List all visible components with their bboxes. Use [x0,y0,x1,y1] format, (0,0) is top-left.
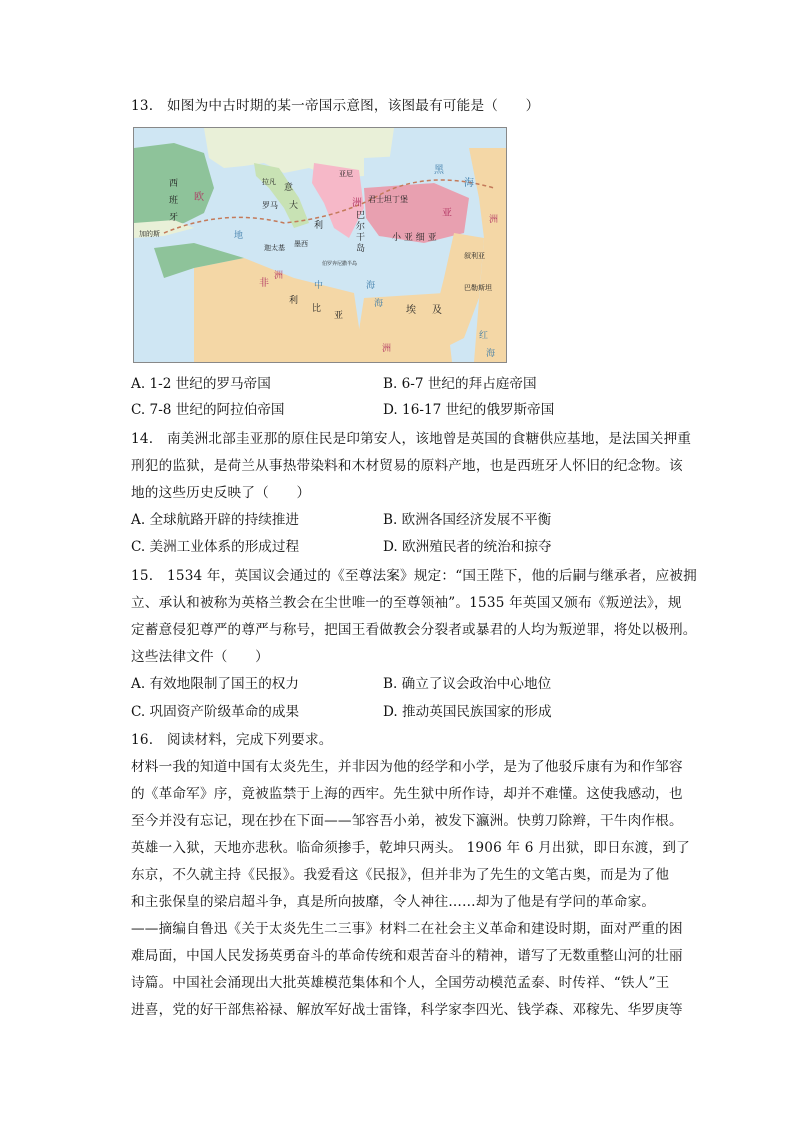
q14-line-2: 刑犯的监狱，是荷兰从事热带染料和木材贸易的原料产地，也是西班牙人怀旧的纪念物。该 [131,458,683,474]
q13-stem: 13. 如图为中古时期的某一帝国示意图，该图最有可能是（ ） [131,98,540,114]
map-label-li2: 利 [289,296,299,306]
map-label-yani: 亚尼 [339,170,353,178]
q16-line-8: ——摘编自鲁迅《关于太炎先生二三事》材料二在社会主义革命和建设时期，面对严重的困 [131,921,683,937]
q15-option-a[interactable]: A. 有效地限制了国王的权力 [131,676,299,692]
map-label-hong: 红 [479,331,489,341]
map-label-dayi: 大 [289,201,299,211]
q14-line-1: 14. 南美洲北部圭亚那的原住民是印第安人，该地曾是英国的食糖供应基地，是法国关押重 [131,431,692,447]
map-label-lafen: 拉凡 [262,178,276,186]
q15-line-2: 立、承认和被称为英格兰教会在尘世唯一的至尊领袖”。1535 年英国又颁布《叛逆法》，规 [131,595,682,611]
map-label-hai: 海 [486,349,496,359]
map-label-ji: 及 [432,305,442,316]
map-label-ya3: 亚 [334,311,344,321]
q15-line-3: 定蓄意侵犯尊严的尊严与称号，把国王看做教会分裂者或暴君的人均为叛逆罪，将处以极刑。 [131,622,697,638]
map-label-hai4: 海 [374,299,384,309]
q16-line-4: 至今并没有忘记，现在抄在下面——邹容吾小弟，被发下瀛洲。快剪刀除辫，干牛肉作根。 [131,813,683,829]
map-label-bi: 比 [312,304,322,314]
q13-option-b[interactable]: B. 6-7 世纪的拜占庭帝国 [383,376,537,392]
map-label-hai3: 海 [366,281,376,291]
q16-line-11: 进喜，党的好干部焦裕禄、解放军好战士雷锋，科学家李四光、钱学森、邓稼先、华罗庚等 [131,1002,683,1018]
q14-option-a[interactable]: A. 全球航路开辟的持续推进 [131,512,299,528]
map-label-dao: 岛 [356,244,366,254]
map-label-zhou2: 洲 [489,215,499,225]
map-label-luoma: 罗马 [262,201,278,210]
map-label-ba: 巴 [356,211,366,221]
q16-line-2: 材料一我的知道中国有太炎先生，并非因为他的经学和小学，是为了他驳斥康有为和作邹容 [131,759,683,775]
q15-option-b[interactable]: B. 确立了议会政治中心地位 [383,676,552,692]
empire-map-graphic [134,128,506,362]
map-label-li: 利 [314,221,324,231]
map-label-pelopo: 伯罗奔尼撒半岛 [322,261,358,267]
q13-option-c[interactable]: C. 7-8 世纪的阿拉伯帝国 [131,402,285,418]
map-label-xi: 西 [169,179,179,189]
q16-line-10: 诗篇。中国社会涌现出大批英雄模范集体和个人，全国劳动模范孟泰、时传祥、“铁人”王 [131,975,670,991]
map-label-zhou1: 洲 [352,198,362,209]
q16-line-3: 的《革命军》序，竟被监禁于上海的西牢。先生狱中所作诗，却并不难懂。这使我感动，也 [131,786,683,802]
map-label-fei: 非 [259,278,269,289]
map-label-zhou3: 洲 [274,271,284,281]
empire-map [133,127,507,363]
map-label-ya: 牙 [169,213,179,223]
q15-option-c[interactable]: C. 巩固资产阶级革命的成果 [131,704,300,720]
q15-option-d[interactable]: D. 推动英国民族国家的形成 [383,704,552,720]
map-label-xuli: 叙利亚 [464,252,485,260]
q14-option-d[interactable]: D. 欧洲殖民者的统治和掠夺 [383,539,552,555]
map-label-er: 尔 [356,222,366,232]
q14-option-c[interactable]: C. 美洲工业体系的形成过程 [131,539,300,555]
egypt-region [354,293,452,362]
q14-line-3: 地的这些历史反映了（ ） [131,485,311,501]
map-label-di: 地 [234,231,244,241]
map-label-heihai1: 黑 [434,165,444,176]
map-label-heihai2: 海 [464,178,474,189]
q13-option-a[interactable]: A. 1-2 世纪的罗马帝国 [131,376,271,392]
map-label-jiadi: 加的斯 [139,230,160,238]
q15-line-1: 15. 1534 年，英国议会通过的《至尊法案》规定：“国王陛下，他的后嗣与继承者，应被拥 [131,568,697,584]
q16-line-7: 和主张保皇的梁启超斗争，真是所向披靡，令人神往……却为了他是有学问的革命家。 [131,894,656,910]
map-label-zhou4: 洲 [382,344,392,354]
map-label-ya2: 亚 [442,208,452,219]
map-label-ban: 班 [169,196,179,206]
q15-line-4: 这些法律文件（ ） [131,649,269,665]
map-label-xiaoya: 小 亚 细 亚 [392,233,437,243]
q13-option-d[interactable]: D. 16-17 世纪的俄罗斯帝国 [383,402,555,418]
map-label-jiataiji: 迦太基 [264,244,285,252]
map-label-gan: 干 [356,233,366,243]
map-label-ou: 欧 [194,192,204,203]
q14-option-b[interactable]: B. 欧洲各国经济发展不平衡 [383,512,552,528]
q16-line-5: 英雄一入狱，天地亦悲秋。临命须掺手，乾坤只两头。 1906 年 6 月出狱，即日东渡，到了 [131,840,690,856]
q16-line-1: 16. 阅读材料，完成下列要求。 [131,732,333,748]
q16-line-6: 东京，不久就主持《民报》。我爱看这《民报》，但并非为了先生的文笔古奥，而是为了他 [131,867,670,883]
map-label-yi: 意 [284,183,294,193]
map-label-zhong: 中 [314,281,324,291]
map-label-junshi: 君士坦丁堡 [368,195,408,204]
map-label-ai: 埃 [406,305,416,316]
map-label-balesi: 巴勒斯坦 [464,284,492,292]
map-label-moxi: 墨西 [294,240,308,248]
q16-line-9: 难局面，中国人民发扬英勇奋斗的革命传统和艰苦奋斗的精神，谱写了无数重整山河的壮丽 [131,948,683,964]
